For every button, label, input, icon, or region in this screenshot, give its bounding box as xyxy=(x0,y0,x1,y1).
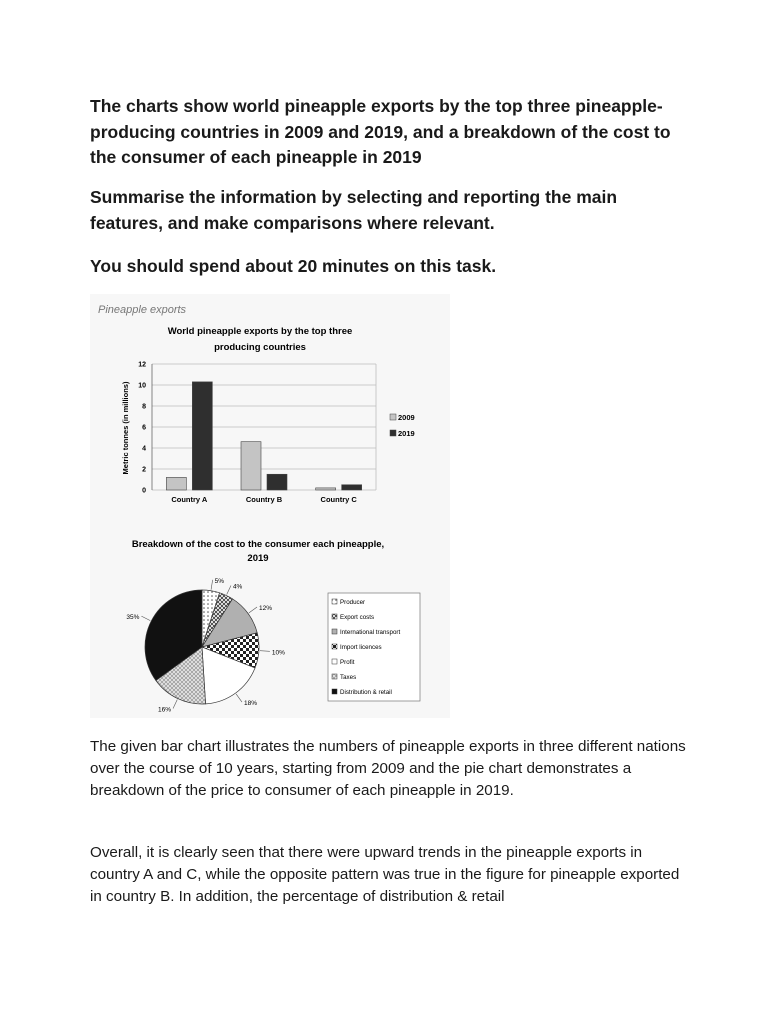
bar-2009-country-b xyxy=(241,442,261,490)
chart-figure xyxy=(90,294,450,718)
pie-chart xyxy=(126,539,420,714)
figure-caption: Pineapple exports xyxy=(98,304,187,316)
bar-x-tick-label: Country B xyxy=(245,495,283,504)
bar-2019-country-a xyxy=(192,382,212,490)
pie-slice-label: 5% xyxy=(214,577,225,585)
pie-leader-line xyxy=(211,580,213,590)
task-intro: The charts show world pineapple exports by the top three pineapple-producing countries in 2009 and 2019, and a breakdown of the cost to the consumer of each pineapple in 2019 xyxy=(90,96,671,167)
pie-slice-label: 10% xyxy=(271,649,285,657)
bar-legend-swatch-2009 xyxy=(390,414,396,420)
task-time: You should spend about 20 minutes on this task. xyxy=(90,256,497,276)
pie-legend-label: Export costs xyxy=(340,614,375,621)
pie-chart-title-line-2: 2019 xyxy=(247,553,269,564)
pie-leader-line xyxy=(260,651,270,652)
bar-legend-label-2019: 2019 xyxy=(398,429,415,438)
pie-legend-label: International transport xyxy=(340,629,401,636)
pie-legend-label: Taxes xyxy=(340,674,357,681)
pie-legend-swatch xyxy=(332,599,337,604)
answer-paragraph-2: Overall, it is clearly seen that there were upward trends in the pineapple exports in country A and C, while the opposite pattern was true in the figure for pineapple exported in country B. In addition, the percentage of distribution & retail xyxy=(90,844,680,905)
bar-2019-country-b xyxy=(267,474,287,490)
pie-legend-swatch xyxy=(332,689,337,694)
bar-legend-label-2009: 2009 xyxy=(398,413,415,422)
bar-y-tick-label: 2 xyxy=(142,466,146,474)
pie-slice-label: 16% xyxy=(158,706,172,714)
bar-x-tick-label: Country C xyxy=(320,495,357,504)
pie-legend-swatch xyxy=(332,614,337,619)
pie-leader-line xyxy=(173,699,177,708)
pie-slice-label: 18% xyxy=(243,700,257,708)
pie-slice-label: 12% xyxy=(259,605,273,613)
bar-x-tick-label: Country A xyxy=(171,495,208,504)
pie-legend-swatch xyxy=(332,674,337,679)
pie-slice-label: 4% xyxy=(232,583,243,591)
answer-paragraph-1: The given bar chart illustrates the numbers of pineapple exports in three different nations over the course of 10 years, starting from 2009 and the pie chart demonstrates a breakdown of the price to consumer of each pineapple in 2019. xyxy=(90,738,686,799)
pie-leader-line xyxy=(141,616,150,621)
pie-legend-label: Distribution & retail xyxy=(340,689,392,696)
bar-2009-country-a xyxy=(166,477,186,490)
bar-legend-swatch-2019 xyxy=(390,430,396,436)
bar-2019-country-c xyxy=(342,485,362,490)
bar-y-tick-label: 8 xyxy=(142,403,146,411)
pie-slice-label: 35% xyxy=(126,614,140,622)
charts-svg xyxy=(90,294,450,718)
pie-legend-label: Profit xyxy=(340,659,355,666)
bar-y-tick-label: 0 xyxy=(142,487,146,495)
pie-legend-swatch xyxy=(332,644,337,649)
pie-leader-line xyxy=(236,694,242,702)
bar-y-tick-label: 4 xyxy=(142,445,146,453)
pie-legend-label: Import licences xyxy=(340,644,382,651)
bar-y-tick-label: 6 xyxy=(142,424,146,432)
bar-y-tick-label: 12 xyxy=(138,361,146,369)
bar-chart xyxy=(121,326,415,504)
bar-y-tick-label: 10 xyxy=(138,382,146,390)
pie-legend-label: Producer xyxy=(340,599,366,606)
task-instruction: Summarise the information by selecting and reporting the main features, and make comparisons where relevant. xyxy=(90,187,618,233)
pie-leader-line xyxy=(249,607,257,613)
bar-chart-ylabel: Metric tonnes (in millions) xyxy=(121,381,130,475)
pie-legend-swatch xyxy=(332,629,337,634)
pie-chart-title-line-1: Breakdown of the cost to the consumer each pineapple, xyxy=(131,539,385,550)
bar-chart-title-line-1: World pineapple exports by the top three xyxy=(167,326,353,337)
bar-2009-country-c xyxy=(316,488,336,490)
pie-legend-swatch xyxy=(332,659,337,664)
pie-leader-line xyxy=(227,585,231,594)
bar-chart-title-line-2: producing countries xyxy=(214,342,306,353)
